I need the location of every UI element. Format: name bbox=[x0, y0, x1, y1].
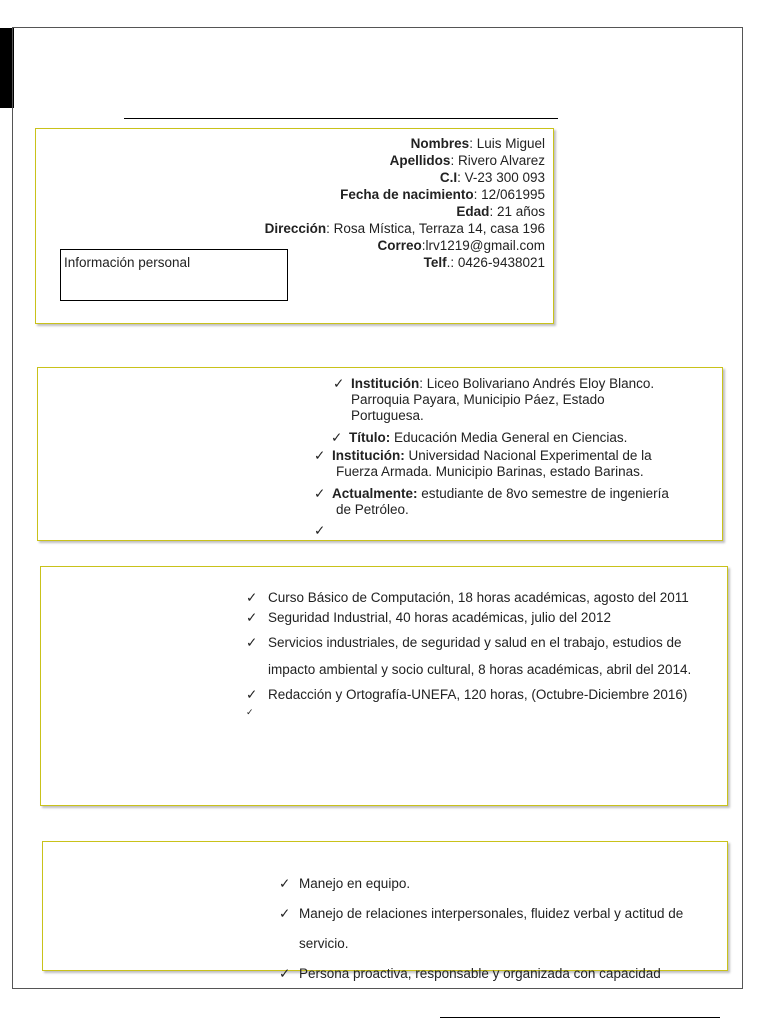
check-icon: ✓ bbox=[331, 430, 343, 445]
check-icon: ✓ bbox=[246, 590, 258, 605]
check-icon: ✓ bbox=[279, 906, 291, 921]
skill-item: ✓ Manejo de relaciones interpersonales, fluidez verbal y actitud de servicio. bbox=[279, 899, 719, 959]
edu-item-unefa: ✓ Institución: Universidad Nacional Experimental de la Fuerza Armada. Municipio Barinas, estado Barinas. bbox=[314, 448, 714, 480]
check-icon: ✓ bbox=[246, 635, 258, 650]
field-direccion: Dirección: Rosa Mística, Terraza 14, casa 196 bbox=[264, 221, 545, 236]
check-icon: ✓ bbox=[279, 876, 291, 891]
field-telf: Telf.: 0426-9438021 bbox=[423, 255, 545, 270]
edu-item-continuation: de Petróleo. bbox=[336, 502, 409, 517]
field-ci: C.I: V-23 300 093 bbox=[439, 170, 545, 185]
courses-list bbox=[246, 589, 726, 717]
course-item: ✓ Seguridad Industrial, 40 horas académicas, julio del 2012 bbox=[246, 610, 611, 625]
footer-rule bbox=[440, 1017, 720, 1018]
personal-fields bbox=[265, 135, 545, 271]
edu-item-continuation: Fuerza Armada. Municipio Barinas, estado Barinas. bbox=[336, 464, 644, 479]
edu-item-actualmente: ✓ Actualmente: estudiante de 8vo semestre de ingeniería de Petróleo. bbox=[314, 486, 719, 518]
edu-item-titulo: ✓ Título: Educación Media General en Ciencias. bbox=[331, 430, 628, 445]
skill-item: ✓ Persona proactiva, responsable y organizada con capacidad bbox=[279, 959, 719, 989]
edu-item-continuation: Parroquia Payara, Municipio Páez, Estado bbox=[351, 392, 605, 407]
field-apellidos: Apellidos: Rivero Alvarez bbox=[389, 153, 545, 168]
check-icon: ✓ bbox=[314, 486, 326, 501]
empty-check-item bbox=[314, 523, 332, 539]
skills-section bbox=[42, 841, 728, 981]
check-icon: ✓ bbox=[246, 707, 254, 717]
header-rule bbox=[124, 118, 558, 119]
edu-item-liceo: ✓ Institución: Liceo Bolivariano Andrés Eloy Blanco. Parroquia Payara, Municipio Páez, Estado Portuguesa. bbox=[333, 376, 718, 424]
course-item: ✓ Redacción y Ortografía-UNEFA, 120 horas, (Octubre-Diciembre 2016) bbox=[246, 685, 726, 705]
field-nombres: Nombres: Luis Miguel bbox=[410, 136, 545, 151]
course-item: ✓ Curso Básico de Computación, 18 horas académicas, agosto del 2011 bbox=[246, 590, 689, 605]
check-icon: ✓ bbox=[333, 376, 345, 391]
check-icon: ✓ bbox=[246, 687, 258, 702]
education-section bbox=[37, 367, 723, 541]
courses-section bbox=[40, 566, 728, 806]
section-label-personal: Información personal bbox=[60, 249, 288, 301]
course-item: ✓ Servicios industriales, de seguridad y salud en el trabajo, estudios de impacto ambiental y socio cultural, 8 horas académicas, abril del 2014. bbox=[246, 629, 726, 683]
field-fecha-nacimiento: Fecha de nacimiento: 12/061995 bbox=[340, 187, 545, 202]
personal-info-section bbox=[35, 128, 554, 324]
check-icon: ✓ bbox=[314, 523, 326, 538]
field-correo: Correo:lrv1219@gmail.com bbox=[377, 238, 545, 253]
skill-item: ✓ Manejo en equipo. bbox=[279, 869, 719, 899]
check-icon: ✓ bbox=[314, 448, 326, 463]
check-icon: ✓ bbox=[246, 610, 258, 625]
edu-item-continuation: Portuguesa. bbox=[351, 408, 424, 423]
check-icon: ✓ bbox=[279, 966, 291, 981]
skills-list bbox=[279, 869, 719, 989]
field-edad: Edad: 21 años bbox=[456, 204, 545, 219]
